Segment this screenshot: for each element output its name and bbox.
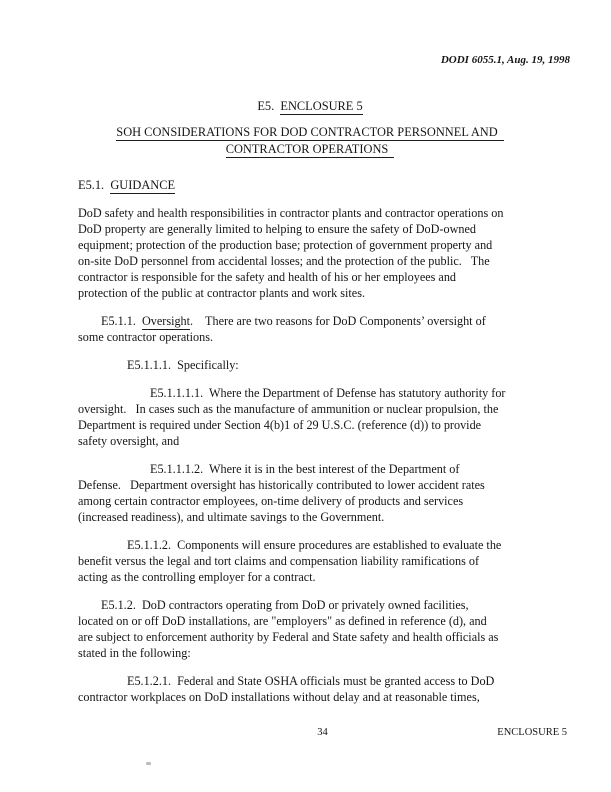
section-heading-prefix: E5.1.	[78, 178, 111, 192]
text-segment: E5.1.2. DoD contractors operating from DoD or privately owned facilities,	[101, 598, 469, 612]
text-segment: contractor is responsible for the safety and health of his or her employees and	[78, 270, 457, 284]
body-paragraph	[78, 357, 556, 373]
text-segment: located on or off DoD installations, are "employers" as defined in reference (d), and	[78, 614, 487, 628]
text-segment: Department is required under Section 4(b)1 of 29 U.S.C. (reference (d)) to provide	[78, 418, 482, 432]
body-paragraph	[78, 461, 556, 525]
text-segment: contractor workplaces on DoD installations without delay and at reasonable times,	[78, 690, 480, 704]
enclosure-subtitle	[78, 124, 542, 157]
text-segment: E5.1.2.1. Federal and State OSHA officials must be granted access to DoD	[127, 674, 495, 688]
body-text	[78, 205, 556, 705]
text-segment: (increased readiness), and ultimate savings to the Government.	[78, 510, 385, 524]
document-reference: DODI 6055.1, Aug. 19, 1998	[440, 54, 570, 66]
text-segment: DoD property are generally limited to helping to ensure the safety of DoD-owned	[78, 222, 477, 236]
text-segment: E5.1.1.1.1. Where the Department of Defense has statutory authority for	[150, 386, 506, 400]
body-paragraph	[78, 385, 556, 449]
subtitle-line	[78, 141, 542, 158]
page-number: 34	[317, 727, 328, 738]
text-segment: equipment; protection of the production base; protection of government property and	[78, 238, 493, 252]
enclosure-title-text: ENCLOSURE 5	[280, 99, 363, 113]
text-segment: E5.1.1.	[101, 314, 142, 328]
text-segment: among certain contractor employees, on-time delivery of products and services	[78, 494, 464, 508]
subtitle-line-text: SOH CONSIDERATIONS FOR DOD CONTRACTOR PERSONNEL AND	[116, 125, 503, 141]
text-segment: E5.1.1.1.2. Where it is in the best interest of the Department of	[150, 462, 460, 476]
enclosure-title	[78, 99, 542, 114]
text-segment: Defense. Department oversight has historically contributed to lower accident rates	[78, 478, 485, 492]
section-heading	[78, 178, 175, 193]
body-paragraph	[78, 205, 556, 301]
page-footer	[78, 727, 567, 738]
subtitle-line	[78, 124, 542, 141]
underlined-text: Oversight	[141, 314, 191, 328]
text-segment: benefit versus the legal and tort claims and compensation liability ramifications of	[78, 554, 480, 568]
text-segment: on-site DoD personnel from accidental losses; and the protection of the public. The	[78, 254, 490, 268]
text-segment: acting as the controlling employer for a contract.	[78, 570, 316, 584]
enclosure-label: ENCLOSURE 5	[497, 727, 567, 738]
subtitle-line-text: CONTRACTOR OPERATIONS	[226, 142, 395, 158]
text-segment: some contractor operations.	[78, 330, 214, 344]
scan-artifact	[146, 762, 151, 765]
text-segment: . There are two reasons for DoD Components’ oversight of	[190, 314, 486, 328]
text-segment: DoD safety and health responsibilities in contractor plants and contractor operations on	[78, 206, 504, 220]
body-paragraph	[78, 597, 556, 661]
text-segment: E5.1.1.2. Components will ensure procedures are established to evaluate the	[127, 538, 502, 552]
body-paragraph	[78, 537, 556, 585]
text-segment: E5.1.1.1. Specifically:	[127, 358, 239, 372]
body-paragraph	[78, 673, 556, 705]
body-paragraph	[78, 313, 556, 345]
text-segment: stated in the following:	[78, 646, 191, 660]
text-segment: safety oversight, and	[78, 434, 180, 448]
section-heading-text: GUIDANCE	[110, 178, 176, 192]
text-segment: are subject to enforcement authority by Federal and State safety and health officials as	[78, 630, 499, 644]
text-segment: protection of the public at contractor plants and work sites.	[78, 286, 366, 300]
enclosure-title-prefix: E5.	[257, 99, 281, 113]
text-segment: oversight. In cases such as the manufacture of ammunition or nuclear propulsion, the	[78, 402, 499, 416]
